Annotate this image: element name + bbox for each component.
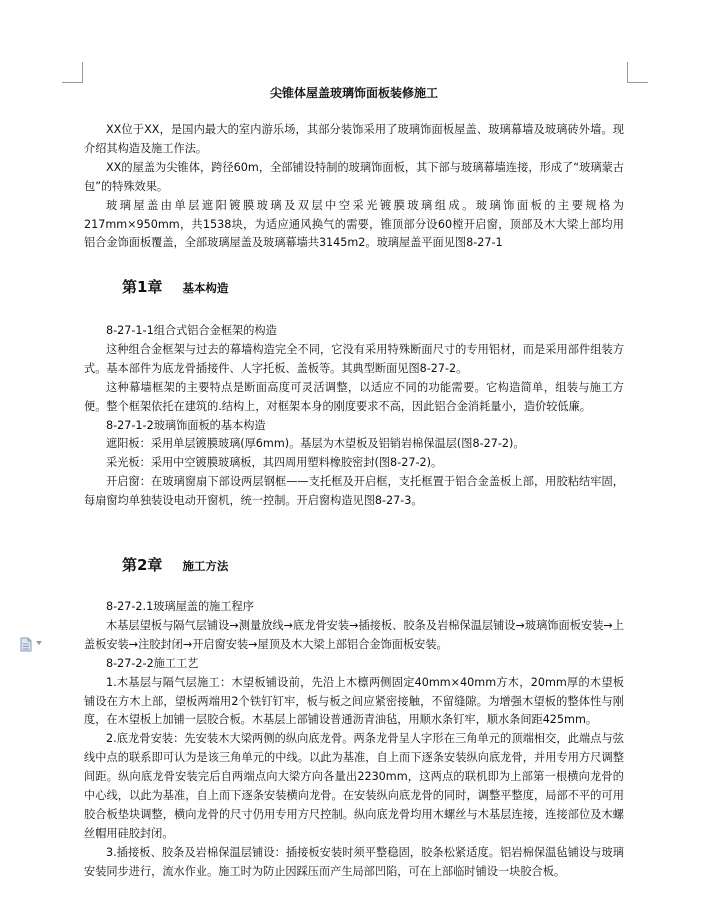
chapter-body — [84, 322, 624, 511]
intro-paragraph: XX位于XX，是国内最大的室内游乐场，其部分装饰采用了玻璃饰面板屋盖、玻璃幕墙及玻璃砖外墙。现介绍其构造及施工作法。 — [84, 123, 624, 155]
crop-mark-right-h — [628, 82, 648, 83]
section-heading: 8-27-1-2玻璃饰面板的基本构造 — [106, 418, 266, 432]
document-title: 尖锥体屋盖玻璃饰面板装修施工 — [269, 86, 438, 100]
body-paragraph: 采光板：采用中空镀膜玻璃板，其四周用塑料橡胶密封(图8-27-2)。 — [106, 456, 443, 470]
chevron-down-icon[interactable] — [36, 641, 42, 645]
crop-mark-right-v — [627, 62, 628, 83]
section-heading: 8-27-2.1玻璃屋盖的施工程序 — [106, 600, 254, 613]
body-paragraph: 木基层望板与隔气层铺设→测量放线→底龙骨安装→插接板、胶条及岩棉保温层铺设→玻璃饰面板安装→上盖板安装→注胶封闭→开启窗安装→屋顶及木大梁上部铝合金饰面板安装。 — [84, 618, 624, 651]
section-heading: 8-27-1-1组合式铝合金框架的构造 — [106, 324, 277, 337]
body-paragraph: 3.插接板、胶条及岩棉保温层铺设：插接板安装时须平整稳固，胶条松紧适度。铝岩棉保温毡铺设与玻璃安装同步进行，流水作业。施工时为防止因踩压而产生局部凹陷，可在上部临时铺设一块胶合板。 — [84, 845, 624, 878]
document-icon[interactable] — [20, 637, 32, 652]
crop-mark-left-h — [62, 82, 82, 83]
body-paragraph: 这种组合金框架与过去的幕墙构造完全不同，它没有采用特殊断面尺寸的专用铝材，而是采用部件组装方式。基本部件为底龙骨插接件、人字托板、盖板等。其典型断面见图8-27-2。 — [84, 342, 624, 375]
chapter-number: 第2章 — [122, 556, 163, 574]
chapter-body — [84, 598, 624, 882]
body-paragraph: 开启窗：在玻璃窗扇下部设两层钢框——支托框及开启框，支托框置于铝合金盖板上部，用胶粘结牢固，每扇窗均单独装设电动开窗机，统一控制。开启窗构造见图8-27-3。 — [84, 475, 624, 508]
body-paragraph: 2.底龙骨安装：先安装木大梁两侧的纵向底龙骨。两条龙骨呈人字形在三角单元的顶端相交，此端点与弦线中点的联系即可认为是该三角单元的中线。以此为基准，自上而下逐条安装纵向底龙骨，并用专用方尺调整间距。纵向底龙骨安装完后自两端点向大梁方向各量出2230mm，这两点的联机即为上部第一根横向龙骨的中心线，以此为基准，自上而下逐条安装横向龙骨。在安装纵向底龙骨的同时，调整平整度，局部不平的可用胶合板垫块调整，横向龙骨的尺寸仍用专用方尺控制。纵向底龙骨均用木螺丝与木基层连接，连接部位及木螺丝帽用硅胶封闭。 — [84, 732, 624, 840]
intro-paragraph: 玻璃屋盖由单层遮阳镀膜玻璃及双层中空采光镀膜玻璃组成。玻璃饰面板的主要规格为217mm×950mm，共1538块，为适应通风换气的需要，锥顶部分设60樘开启窗，顶部及木大梁上部均用铝合金饰面板覆盖，全部玻璃屋盖及玻璃幕墙共3145m2。玻璃屋盖平面见图8-27-1 — [84, 198, 624, 250]
chapter-heading — [122, 554, 228, 575]
body-paragraph: 1.木基层与隔气层施工：木望板铺设前，先沿上木檩两侧固定40mm×40mm方木，20mm厚的木望板铺设在方木上部，望板两端用2个铁钉钉牢，板与板之间应紧密接触，不留缝隙。为增强木望板的整体性与刚度，在木望板上加铺一层胶合板。木基层上部铺设普通沥青油毡，用顺水条钉牢，顺水条间距425mm。 — [84, 675, 624, 727]
crop-mark-left-v — [82, 62, 83, 83]
chapter-heading — [122, 276, 228, 297]
intro-paragraph: XX的屋盖为尖锥体，跨径60m，全部铺设特制的玻璃饰面板，其下部与玻璃幕墙连接，形成了“玻璃蒙古包”的特殊效果。 — [84, 160, 624, 193]
chapter-title: 施工方法 — [182, 559, 229, 573]
body-paragraph: 遮阳板：采用单层镀膜玻璃(厚6mm)。基层为木望板及铝销岩棉保温层(图8-27-2)。 — [106, 437, 525, 451]
intro-section — [84, 121, 624, 253]
body-paragraph: 这种幕墙框架的主要特点是断面高度可灵活调整，以适应不同的功能需要。它构造简单，组装与施工方便。整个框架依托在建筑的.结构上，对框架本身的刚度要求不高，因此铝合金消耗量小，造价较低廉。 — [84, 380, 624, 413]
chapter-number: 第1章 — [122, 278, 163, 296]
section-heading: 8-27-2-2施工工艺 — [106, 656, 199, 670]
chapter-title: 基本构造 — [182, 281, 229, 295]
